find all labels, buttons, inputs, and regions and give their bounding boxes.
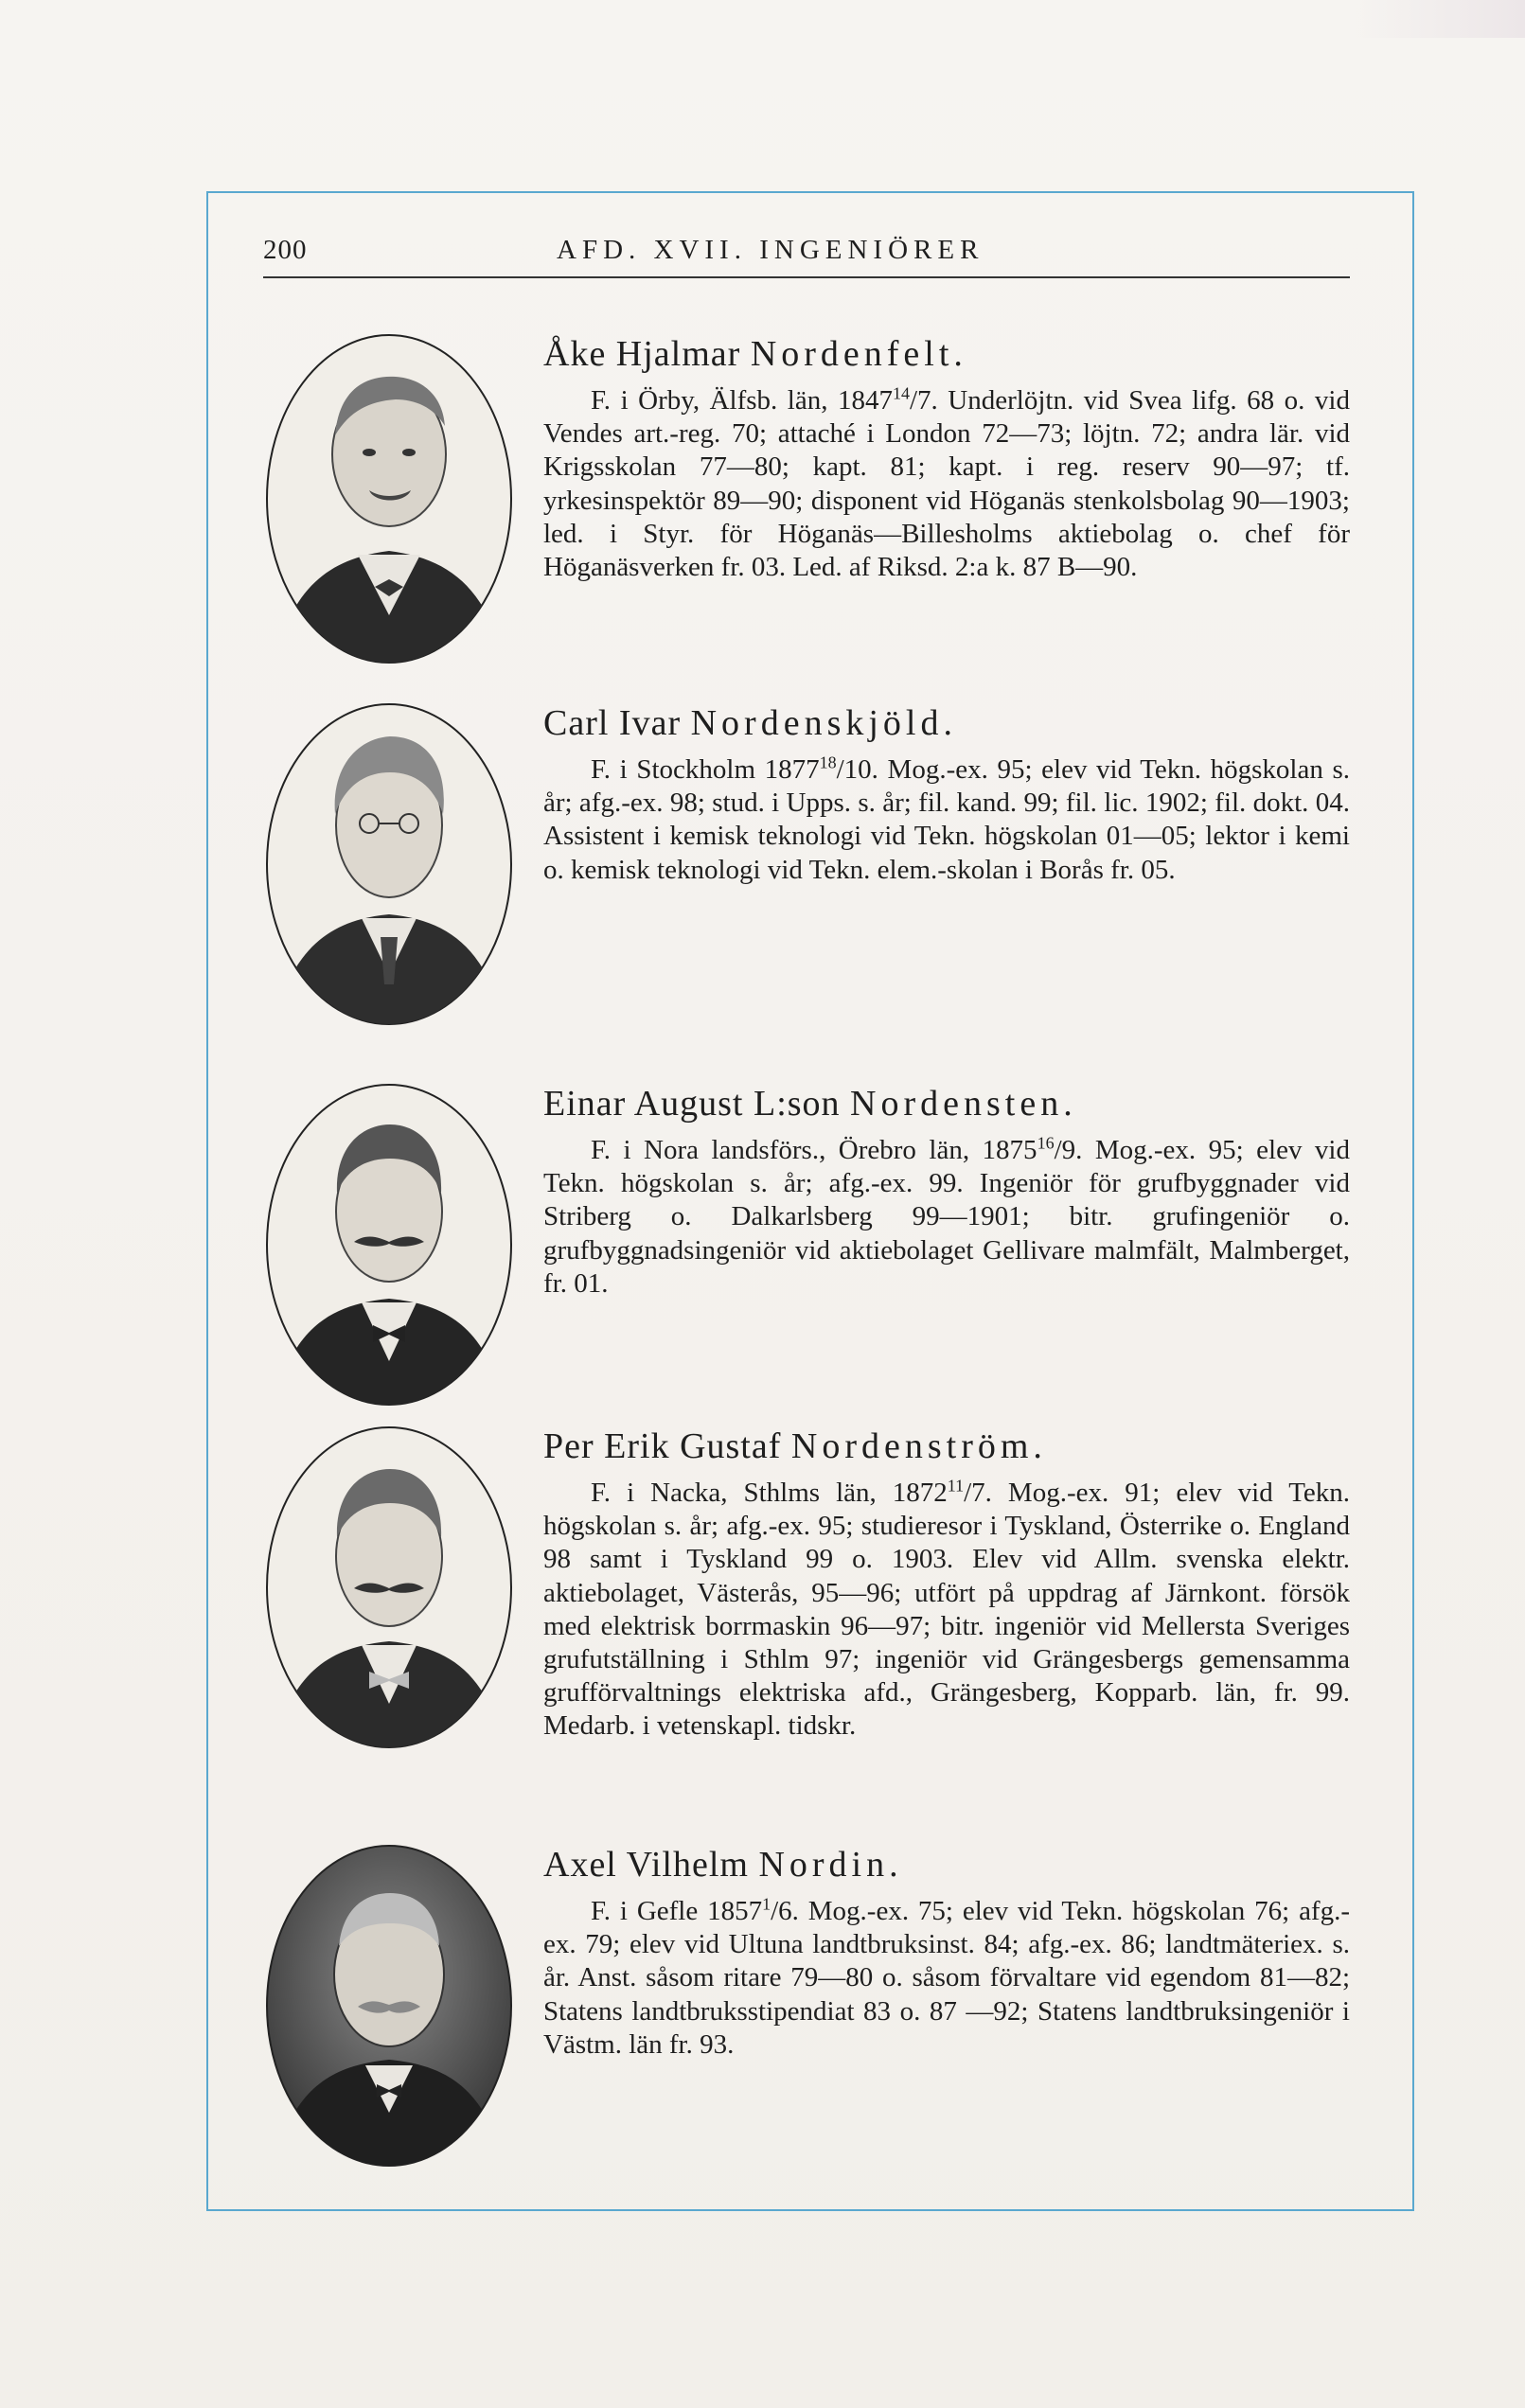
portrait-photo-icon: [263, 1424, 515, 1751]
surname: Nordensten.: [850, 1084, 1077, 1124]
person-name: [543, 331, 1350, 377]
person-name: [543, 1842, 1350, 1887]
biography: F. i Stockholm 1877$^{18}$/10. Mog.-ex. 95; elev vid Tekn. högskolan s. år; afg.-ex. 98; stud. i Upps. s. år; fil. kand. 99; fil. lic. 1902; fil. dokt. 04. Assistent i kemisk teknologi vid Tekn. högskolan 01—05; lektor i kemi o. kemisk teknologi vid Tekn. elem.-skolan i Borås fr. 05.: [543, 752, 1350, 885]
paper-edge: [1355, 0, 1525, 38]
given-names: Carl Ivar: [543, 703, 682, 743]
given-names: Åke Hjalmar: [543, 334, 741, 374]
portrait-photo-icon: [263, 700, 515, 1028]
surname: Nordenström.: [790, 1426, 1047, 1466]
biography: F. i Nacka, Sthlms län, 1872$^{11}$/7. Mog.-ex. 91; elev vid Tekn. högskolan s. år; afg.-ex. 95; studieresor i Tyskland, Österrike o. England 98 samt i Tyskland 99 o. 1903. Elev vid Allm. svenska elektr. aktiebolaget, Västerås, 95—96; utfört på uppdrag af Järnkont. försök med elektrisk borrmaskin 96—97; bitr. ingeniör vid Mellersta Sveriges grufutställning i Sthlm 97; ingeniör vid Grängesbergs gemensamma grufförvaltnings elektriska afd., Grängesberg, Kopparb. län, fr. 99. Medarb. i vetenskapl. tidskr.: [543, 1476, 1351, 1742]
portrait-photo-icon: [263, 1081, 515, 1408]
running-header: [263, 235, 1350, 278]
portrait-nordin: [263, 1842, 515, 2169]
surname: Nordenfelt.: [750, 334, 967, 374]
person-name: [543, 1081, 1350, 1126]
portrait-photo-icon: [263, 331, 515, 666]
portrait-photo-icon: [263, 1842, 515, 2169]
portrait-nordenstrom: [263, 1424, 515, 1751]
biography: F. i Örby, Älfsb. län, 1847$^{14}$/7. Underlöjtn. vid Svea lifg. 68 o. vid Vendes art.-reg. 70; attaché i London 72—73; löjtn. 72; andra lär. vid Krigsskolan 77—80; kapt. 81; kapt. i reg. reserv 90—97; tf. yrkesinspektör 89—90; disponent vid Höganäs stenkolsbolag 90—1903; led. i Styr. för Höganäs—Billesholms aktiebolag o. chef för Höganäsverken fr. 03. Led. af Riksd. 2:a k. 87 B—90.: [543, 383, 1350, 583]
entry-text: [543, 1081, 1350, 1301]
given-names: Axel Vilhelm: [543, 1845, 749, 1885]
entry-text: [543, 700, 1350, 887]
given-names: Per Erik Gustaf: [543, 1426, 782, 1466]
entry-text: [543, 1842, 1350, 2062]
entry-text: [543, 331, 1350, 584]
portrait-nordenskjold: [263, 700, 515, 1028]
section-title: AFD. XVII. INGENIÖRER: [557, 235, 984, 265]
portrait-nordenfelt: [263, 331, 515, 666]
entry-text: [543, 1424, 1350, 1744]
surname: Nordin.: [758, 1845, 903, 1885]
page-number: 200: [263, 235, 308, 265]
given-names: Einar August L:son: [543, 1084, 841, 1124]
person-name: [543, 700, 1350, 746]
person-name: [543, 1424, 1350, 1469]
biography: F. i Gefle 1857$^1$/6. Mog.-ex. 75; elev vid Tekn. högskolan 76; afg.-ex. 79; elev vid Ultuna landtbruksinst. 84; afg.-ex. 86; landtmäteriex. s. år. Anst. såsom ritare 79—80 o. såsom förvaltare vid egendom 81—82; Statens landtbruksstipendiat 83 o. 87 —92; Statens landtbruksingeniör i Västm. län fr. 93.: [543, 1894, 1350, 2060]
portrait-nordensten: [263, 1081, 515, 1408]
surname: Nordenskjöld.: [690, 703, 957, 743]
biography: F. i Nora landsförs., Örebro län, 1875$^{16}$/9. Mog.-ex. 95; elev vid Tekn. högskolan s. år; afg.-ex. 99. Ingeniör för grufbyggnader vid Striberg o. Dalkarlsberg 99—1901; bitr. grufingeniör o. grufbyggnadsingeniör vid aktiebolaget Gellivare malmfält, Malmberget, fr. 01.: [543, 1133, 1350, 1299]
